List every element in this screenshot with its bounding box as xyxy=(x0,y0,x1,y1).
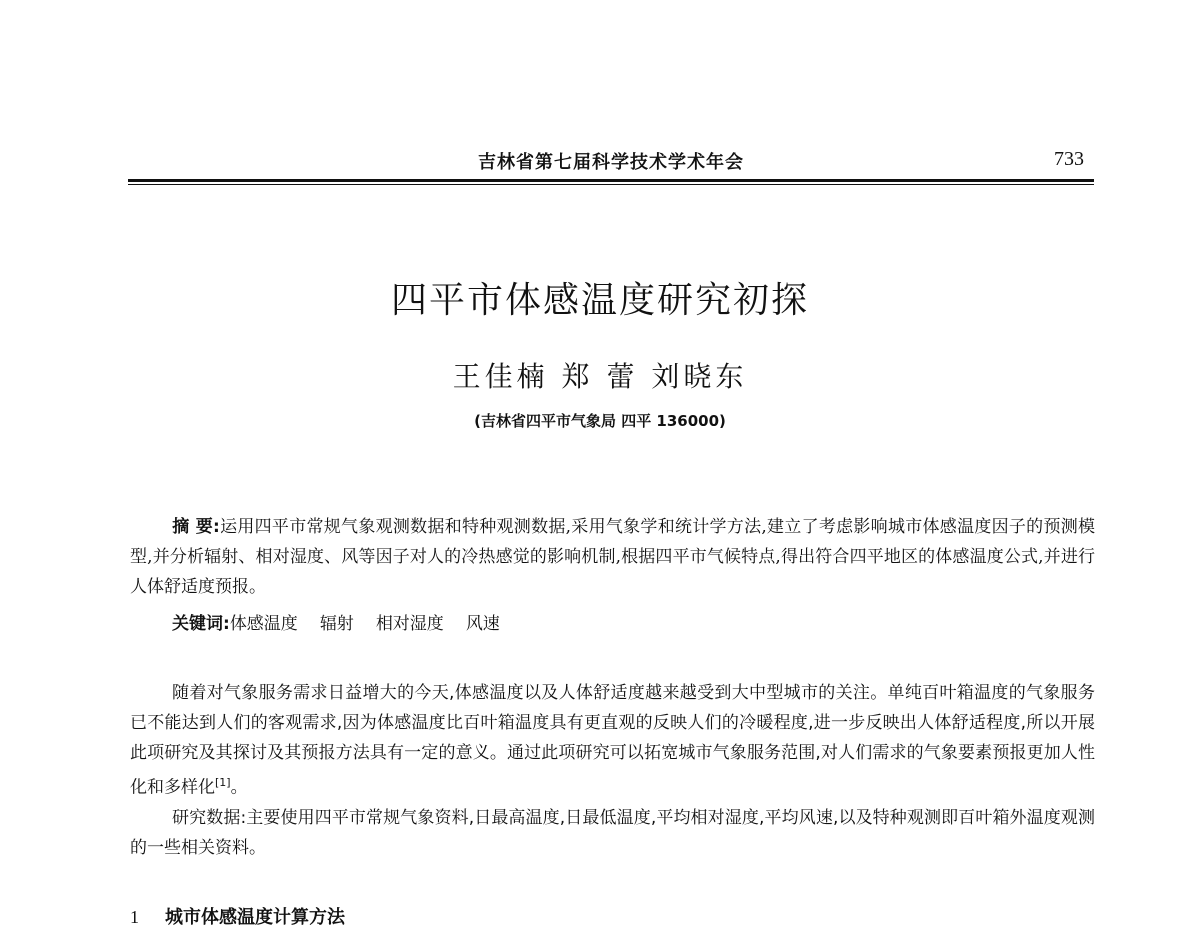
affiliation: (吉林省四平市气象局 四平 136000) xyxy=(474,412,726,430)
header-rule-thick xyxy=(128,179,1094,182)
section-title: 城市体感温度计算方法 xyxy=(165,907,345,928)
intro-text: 随着对气象服务需求日益增大的今天,体感温度以及人体舒适度越来越受到大中型城市的关注。单纯百叶箱温度的气象服务已不能达到人们的客观需求,因为体感温度比百叶箱温度具有更直观的反映人们的冷暖程度,进一步反映出人体舒适程度,所以开展此项研究及其探讨及其预报方法具有一定的意义。通过此项研究可以拓宽城市气象服务范围,对人们需求的气象要素预报更加人性化和多样化 xyxy=(130,683,1095,798)
keywords xyxy=(172,609,522,639)
page-number: 733 xyxy=(1054,148,1084,170)
journal-title: 吉林省第七届科学技术学术年会 xyxy=(478,152,744,173)
paper-title: 四平市体感温度研究初探 xyxy=(390,280,809,322)
intro-paragraph xyxy=(130,678,1095,803)
data-paragraph: 研究数据:主要使用四平市常规气象资料,日最高温度,日最低温度,平均相对湿度,平均风速,以及特种观测即百叶箱外温度观测的一些相关资料。 xyxy=(130,807,1095,858)
keyword-item: 体感温度 xyxy=(229,614,298,634)
section-heading xyxy=(130,903,345,929)
abstract xyxy=(130,512,1095,602)
running-header xyxy=(128,144,1094,176)
keyword-item: 辐射 xyxy=(319,614,354,634)
keywords-label: 关键词: xyxy=(172,614,230,634)
citation-ref: [1] xyxy=(215,776,231,789)
keyword-item: 相对湿度 xyxy=(375,614,444,634)
header-rule-thin xyxy=(128,184,1094,185)
intro-end: 。 xyxy=(230,777,248,798)
section-number: 1 xyxy=(130,907,139,927)
abstract-label: 摘 要: xyxy=(172,517,220,537)
keyword-item: 风速 xyxy=(465,614,500,634)
body-text xyxy=(130,678,1095,863)
authors: 王佳楠 郑 蕾 刘晓东 xyxy=(452,360,748,393)
abstract-text: 运用四平市常规气象观测数据和特种观测数据,采用气象学和统计学方法,建立了考虑影响城市体感温度因子的预测模型,并分析辐射、相对湿度、风等因子对人的冷热感觉的影响机制,根据四平市气候特点,得出符合四平地区的体感温度公式,并进行人体舒适度预报。 xyxy=(130,517,1095,597)
